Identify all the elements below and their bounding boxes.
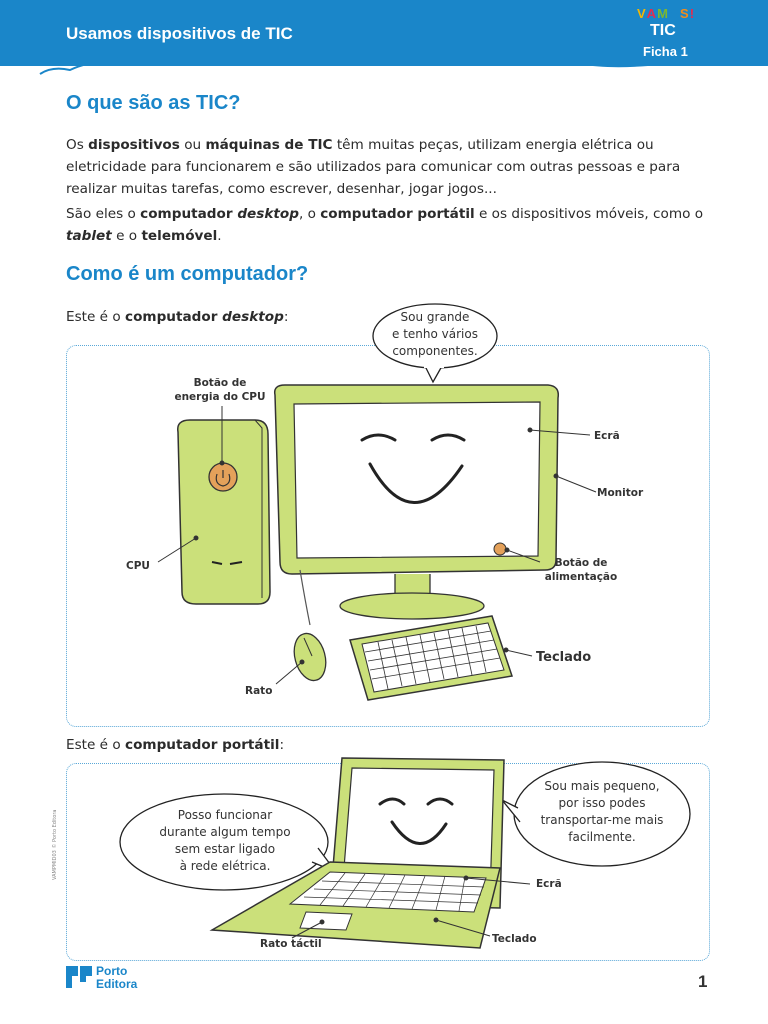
desktop-speech-bubble: Sou grande e tenho vários componentes.: [392, 310, 478, 358]
laptop-speech-bubble-left: Posso funcionar durante algum tempo sem estar ligado à rede elétrica.: [159, 808, 291, 873]
label-laptop-screen: Ecrã: [536, 878, 562, 890]
label-keyboard: Teclado: [536, 650, 592, 665]
brand-letter: O: [668, 6, 681, 21]
brand-letter: V: [637, 6, 647, 21]
section-heading-what-are-tic: O que são as TIC?: [66, 92, 241, 114]
label-laptop-keyboard: Teclado: [492, 933, 537, 945]
section-heading-computer: Como é um computador?: [66, 263, 309, 285]
paragraph-definition: Os dispositivos ou máquinas de TIC têm muitas peças, utilizam energia elétrica ou eletricidade para funcionarem e são utilizados para comunicar com outras pessoas e para realizar muitas tarefas, como escrever, desenhar, jogar jogos...: [66, 137, 681, 197]
page-header-title: Usamos dispositivos de TIC: [66, 24, 293, 43]
label-mouse: Rato: [245, 685, 273, 697]
label-cpu-power-button: Botão de energia do CPU: [174, 377, 266, 403]
label-touchpad: Rato táctil: [260, 938, 322, 950]
label-screen: Ecrã: [594, 430, 620, 442]
brand-logo: [637, 6, 695, 21]
paragraph-examples: São eles o computador desktop, o computador portátil e os dispositivos móveis, como o tablet e o telemóvel.: [66, 206, 704, 244]
label-cpu: CPU: [126, 560, 150, 572]
laptop-speech-bubble-right: Sou mais pequeno, por isso podes transportar-me mais facilmente.: [540, 779, 664, 844]
sheet-label: Ficha 1: [643, 44, 688, 59]
subject-label: TIC: [650, 22, 676, 39]
brand-letter: S: [680, 6, 690, 21]
desktop-intro-text: Este é o computador desktop:: [66, 309, 289, 325]
copyright-note: VAMPMID03 © Porto Editora: [52, 809, 58, 880]
laptop-computer-illustration: [0, 740, 768, 970]
brand-letter: !: [689, 6, 696, 21]
publisher-logo-icon: [66, 966, 92, 988]
publisher-name: Porto Editora: [96, 964, 138, 991]
label-monitor-power-button: Botão de alimentação: [544, 557, 618, 583]
label-monitor: Monitor: [597, 487, 644, 499]
laptop-intro-text: Este é o computador portátil:: [66, 737, 285, 753]
desktop-computer-illustration: [0, 300, 768, 730]
brand-letter: A: [646, 6, 658, 21]
brand-letter: M: [657, 6, 669, 21]
page-number: 1: [698, 972, 708, 991]
